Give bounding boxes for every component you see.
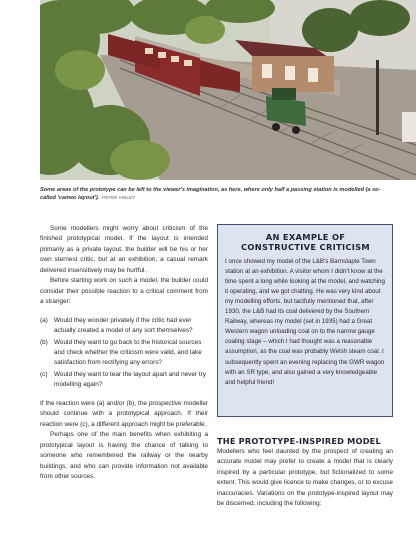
list-item-text: Would they want to go back to the historical sources and check whether the criticism were valid, and take satisfaction from rectifying any errors? [54,338,202,367]
list-marker: (a) [40,316,48,324]
sidebar-text: I once showed my model of the L&B's Barnstaple Town station at an exhibition. A visitor whom I didn't know at the time spent a long while looking at the model, and watching it operating, and we got chatting. He was very kind about my modelling efforts, but tactfully mentioned that, after 1930, the L&B had its coal delivered by the Southern Railway, whereas my model (set in 1935) had a Great Western wagon unloading coal on to the narrow gauge coaling stage – which I had thought was a reasonable assumption, as the coal was probably Welsh steam coal. I subsequently spent an evening replacing the GWR wagon with an SR type, and also gained a very knowledgeable and helpful friend! [225,257,385,386]
caption-text: Some areas of the prototype can be left to the viewer's imagination, as here, where only half a passing station is modelled (a so-called 'cameo layout'). [40,187,381,202]
sidebar-title-line2: CONSTRUCTIVE CRITICISM [241,242,370,253]
paragraph: Some modellers might worry about criticism of the finished prototypical model. If the layout is intended primarily as a private layout, the builder will be his or her own sternest critic, but at an exhibition, a casual remark delivered insensitively may be hurtful. [40,225,208,274]
paragraph: If the reaction were (a) and/or (b), the prospective modeller should continue with a prototypical approach. If their reaction were (c), a different approach might be preferable. [40,399,208,428]
sidebar-title [225,232,386,253]
list-item-text: Would they want to tear the layout apart and never try modelling again? [54,370,206,389]
list-item [40,370,208,391]
paragraph: Perhaps one of the main benefits when exhibiting a prototypical layout is having the chance of talking to someone who remembered the railway or the nearby buildings, and who can provide information not available from other sources. [40,431,208,480]
caption-credit: PETER AINLEY [102,195,136,201]
list-item [40,316,208,337]
sidebar-title-line1: AN EXAMPLE OF [265,232,346,242]
list-marker: (c) [40,370,48,378]
list-item [40,338,208,369]
left-column [40,224,208,482]
list-marker: (b) [40,338,48,346]
paragraph: Before starting work on such a model, the builder could consider their possible reaction to a critical comment from a stranger: [40,277,208,306]
photo-caption [40,186,395,203]
layout-photo [40,0,416,180]
list-item-text: Would they wonder privately if the critic had ever actually created a model of any sort themselves? [54,316,193,335]
sidebar-box [217,224,393,417]
question-list [40,316,208,391]
section-heading: THE PROTOTYPE-INSPIRED MODEL [217,436,381,446]
section-text: Modellers who feel daunted by the prospect of creating an accurate model may prefer to create a model that is clearly inspired by a particular prototype, but fictionalized to some extent. This would give licence to make changes, or to excuse inaccuracies. Variations on the prototype-inspired layout may be discerned, including the following: [217,448,393,508]
